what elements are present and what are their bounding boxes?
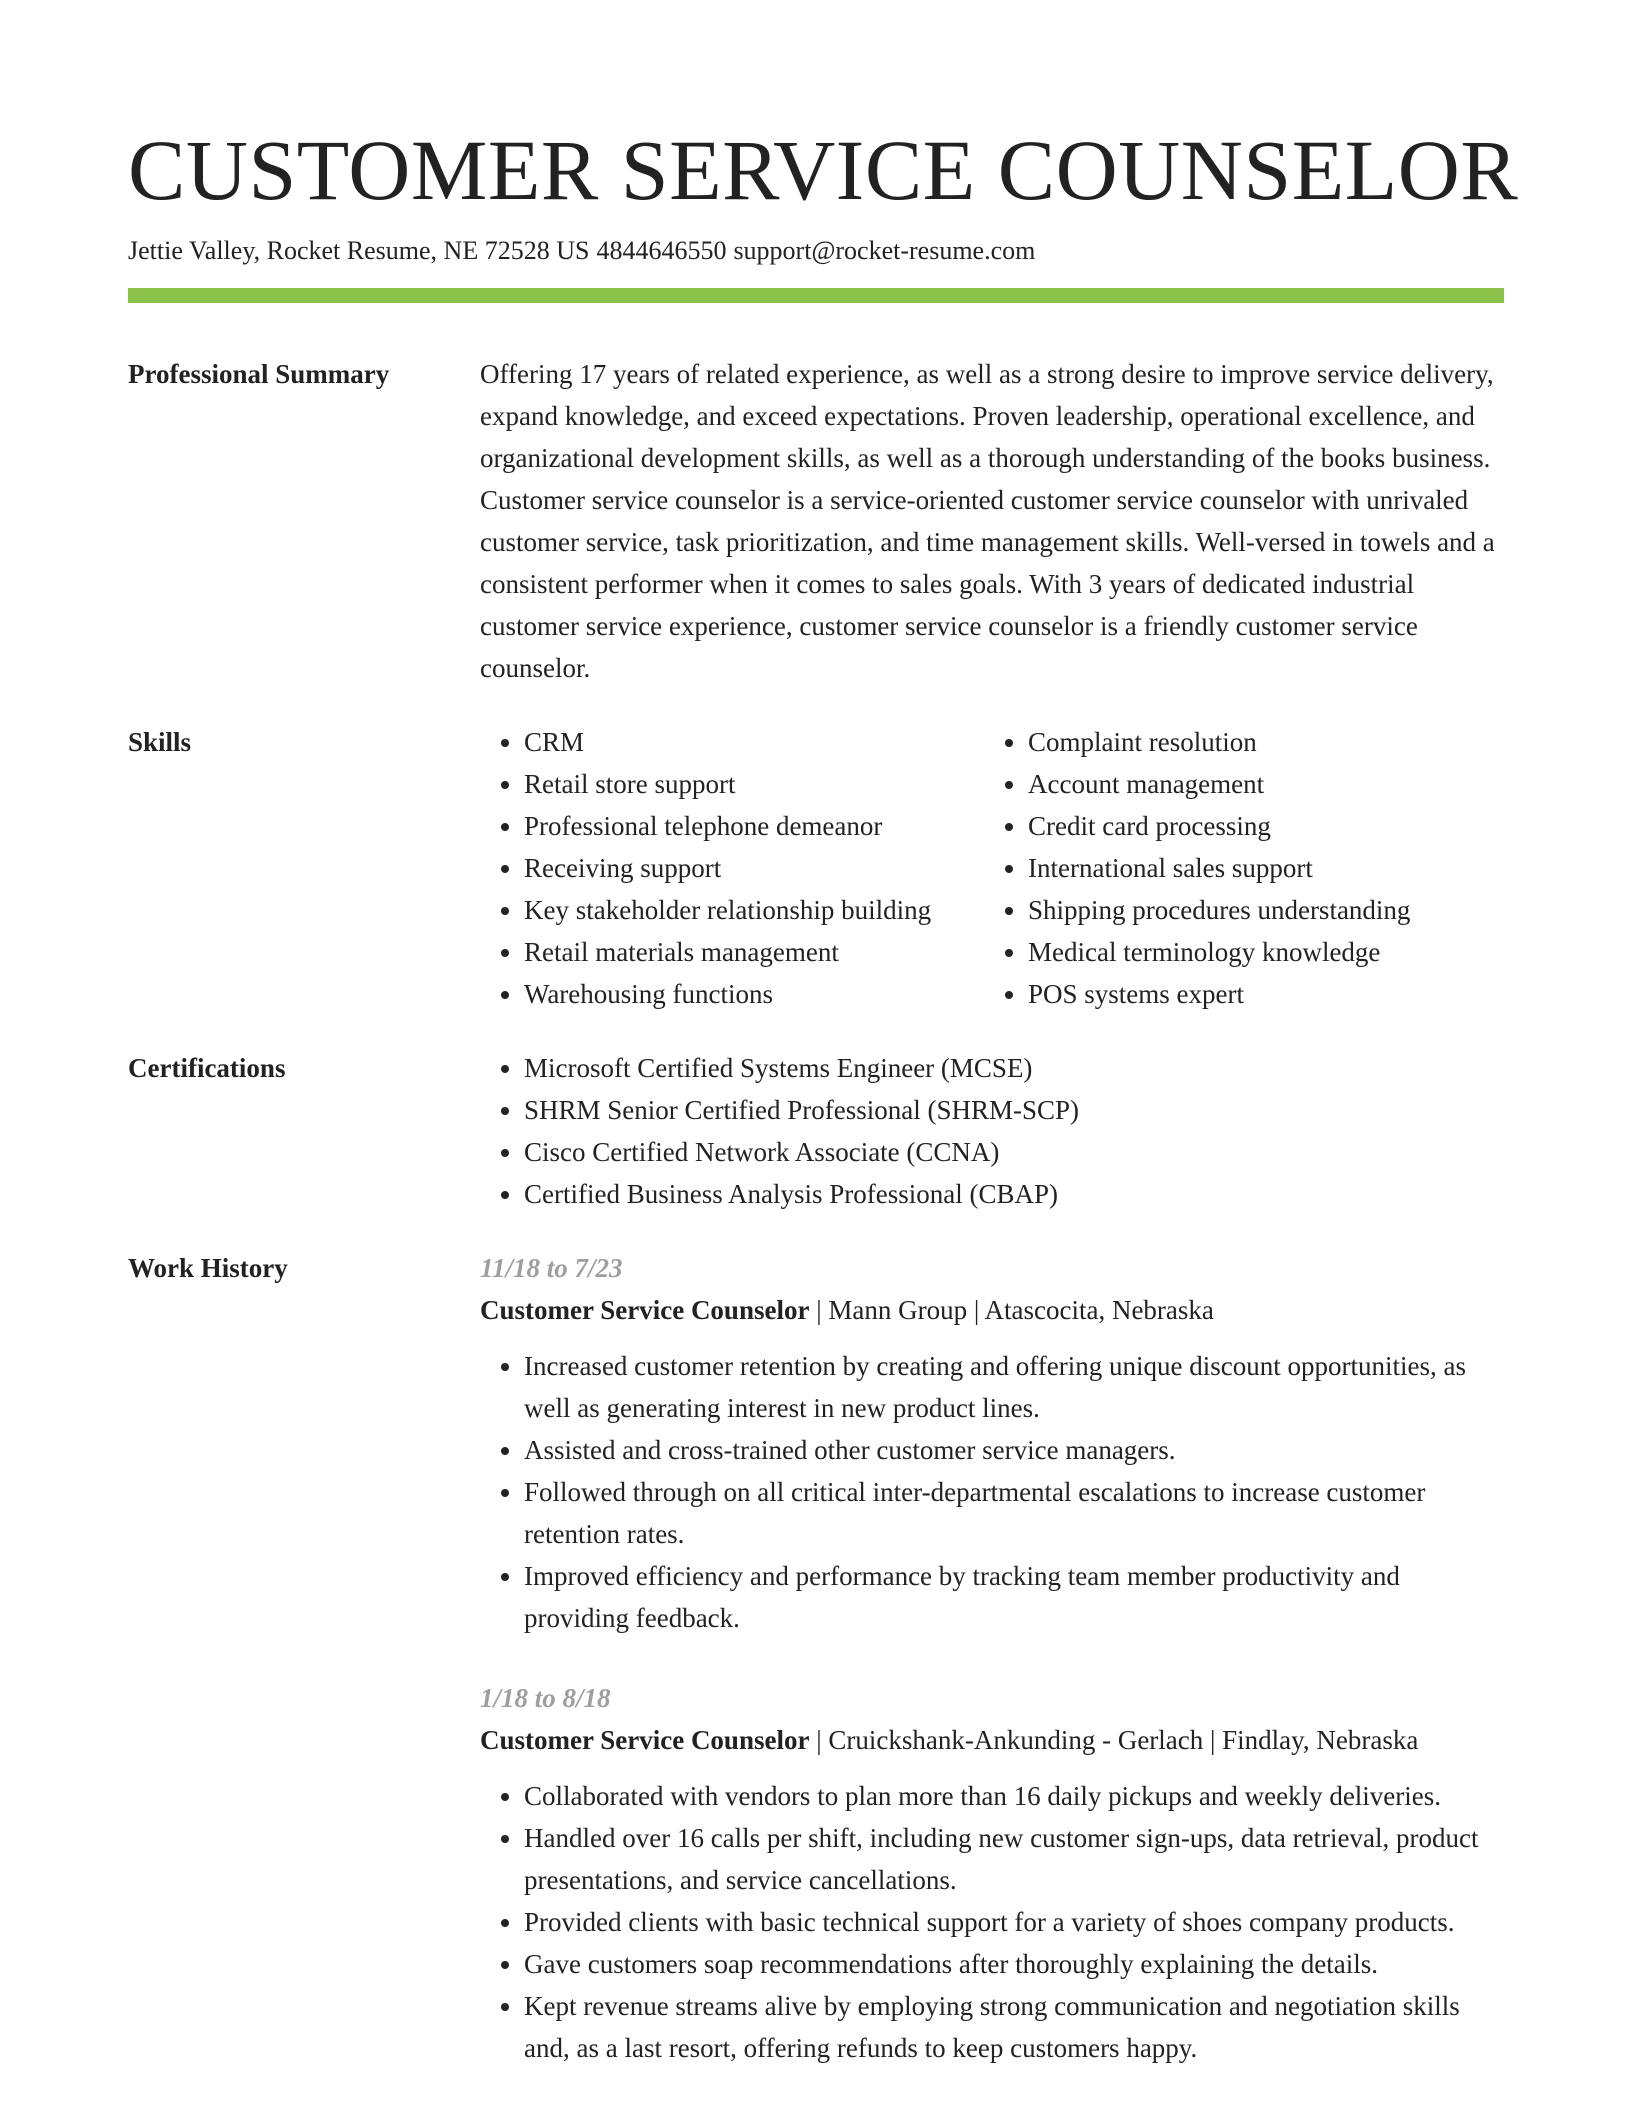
job-bullet: • Collaborated with vendors to plan more than 16 daily pickups and weekly deliveries. bbox=[524, 1775, 1504, 1817]
certifications-list bbox=[480, 1047, 1504, 1215]
section-certifications bbox=[128, 1047, 1504, 1215]
skill-item: • International sales support bbox=[1028, 847, 1488, 889]
job-bullets bbox=[480, 1775, 1504, 2069]
header-divider bbox=[128, 288, 1504, 303]
resume-page bbox=[128, 120, 1519, 2069]
section-label-certifications: Certifications bbox=[128, 1053, 286, 1083]
skills-columns bbox=[480, 721, 1504, 1015]
skill-item: • Professional telephone demeanor bbox=[524, 805, 984, 847]
job-bullet: • Provided clients with basic technical support for a variety of shoes company products. bbox=[524, 1901, 1504, 1943]
job-entry bbox=[480, 1247, 1504, 1639]
section-body-work-history bbox=[480, 1247, 1504, 2069]
job-title-line bbox=[480, 1289, 1504, 1331]
section-skills bbox=[128, 721, 1504, 1015]
job-bullet: • Improved efficiency and performance by tracking team member productivity and providing feedback. bbox=[524, 1555, 1504, 1639]
contact-line bbox=[128, 234, 1504, 268]
section-work-history bbox=[128, 1247, 1504, 2069]
section-label-summary: Professional Summary bbox=[128, 359, 390, 389]
job-details: | Mann Group | Atascocita, Nebraska bbox=[809, 1295, 1214, 1325]
skill-item: • Receiving support bbox=[524, 847, 984, 889]
job-dates: 1/18 to 8/18 bbox=[480, 1683, 611, 1713]
job-title: Customer Service Counselor bbox=[480, 1295, 810, 1325]
skill-item: • Shipping procedures understanding bbox=[1028, 889, 1488, 931]
skill-item: • Retail materials management bbox=[524, 931, 984, 973]
skill-item: • Credit card processing bbox=[1028, 805, 1488, 847]
skills-column-left bbox=[480, 721, 984, 1015]
job-title-line bbox=[480, 1719, 1504, 1761]
skill-item: • Key stakeholder relationship building bbox=[524, 889, 984, 931]
skill-item: • Retail store support bbox=[524, 763, 984, 805]
job-bullet: • Gave customers soap recommendations after thoroughly explaining the details. bbox=[524, 1943, 1504, 1985]
skills-list-right bbox=[984, 721, 1488, 1015]
skills-list-left bbox=[480, 721, 984, 1015]
section-body-certifications bbox=[480, 1047, 1504, 1215]
section-body-skills bbox=[480, 721, 1504, 1015]
section-body-summary bbox=[480, 353, 1504, 689]
skill-item: • Complaint resolution bbox=[1028, 721, 1488, 763]
contact-phone: 4844646550 bbox=[596, 236, 727, 265]
job-entry bbox=[480, 1677, 1504, 2069]
job-dates: 11/18 to 7/23 bbox=[480, 1253, 623, 1283]
job-bullet: • Handled over 16 calls per shift, including new customer sign-ups, data retrieval, product presentations, and service cancellations. bbox=[524, 1817, 1504, 1901]
skill-item: • Account management bbox=[1028, 763, 1488, 805]
job-bullet: • Assisted and cross-trained other customer service managers. bbox=[524, 1429, 1504, 1471]
skill-item: • Medical terminology knowledge bbox=[1028, 931, 1488, 973]
certification-item: • Certified Business Analysis Professional (CBAP) bbox=[524, 1173, 1504, 1215]
job-title: Customer Service Counselor bbox=[480, 1725, 810, 1755]
section-professional-summary bbox=[128, 353, 1504, 689]
job-details: | Cruickshank-Ankunding - Gerlach | Findlay, Nebraska bbox=[809, 1725, 1419, 1755]
job-bullet: • Kept revenue streams alive by employing strong communication and negotiation skills and, as a last resort, offering refunds to keep customers happy. bbox=[524, 1985, 1504, 2069]
contact-address: Jettie Valley, Rocket Resume, NE 72528 US bbox=[128, 236, 590, 265]
contact-email: support@rocket-resume.com bbox=[733, 236, 1036, 265]
section-label-skills: Skills bbox=[128, 727, 192, 757]
certification-item: • SHRM Senior Certified Professional (SHRM-SCP) bbox=[524, 1089, 1504, 1131]
certification-item: • Cisco Certified Network Associate (CCNA) bbox=[524, 1131, 1504, 1173]
skills-column-right bbox=[984, 721, 1488, 1015]
skill-item: • CRM bbox=[524, 721, 984, 763]
skill-item: • Warehousing functions bbox=[524, 973, 984, 1015]
section-label-work-history: Work History bbox=[128, 1253, 288, 1283]
skill-item: • POS systems expert bbox=[1028, 973, 1488, 1015]
job-bullet: • Followed through on all critical inter-departmental escalations to increase customer retention rates. bbox=[524, 1471, 1504, 1555]
summary-text: Offering 17 years of related experience, as well as a strong desire to improve service delivery, expand knowledge, and exceed expectations. Proven leadership, operational excellence, and organizational development skills, as well as a thorough understanding of the books business. Customer service counselor is a service-oriented customer service counselor with unrivaled customer service, task prioritization, and time management skills. Well-versed in towels and a consistent performer when it comes to sales goals. With 3 years of dedicated industrial customer service experience, customer service counselor is a friendly customer service counselor. bbox=[480, 359, 1495, 683]
resume-name-heading: CUSTOMER SERVICE COUNSELOR bbox=[128, 122, 1519, 218]
certification-item: • Microsoft Certified Systems Engineer (MCSE) bbox=[524, 1047, 1504, 1089]
job-bullets bbox=[480, 1345, 1504, 1639]
job-bullet: • Increased customer retention by creating and offering unique discount opportunities, as well as generating interest in new product lines. bbox=[524, 1345, 1504, 1429]
